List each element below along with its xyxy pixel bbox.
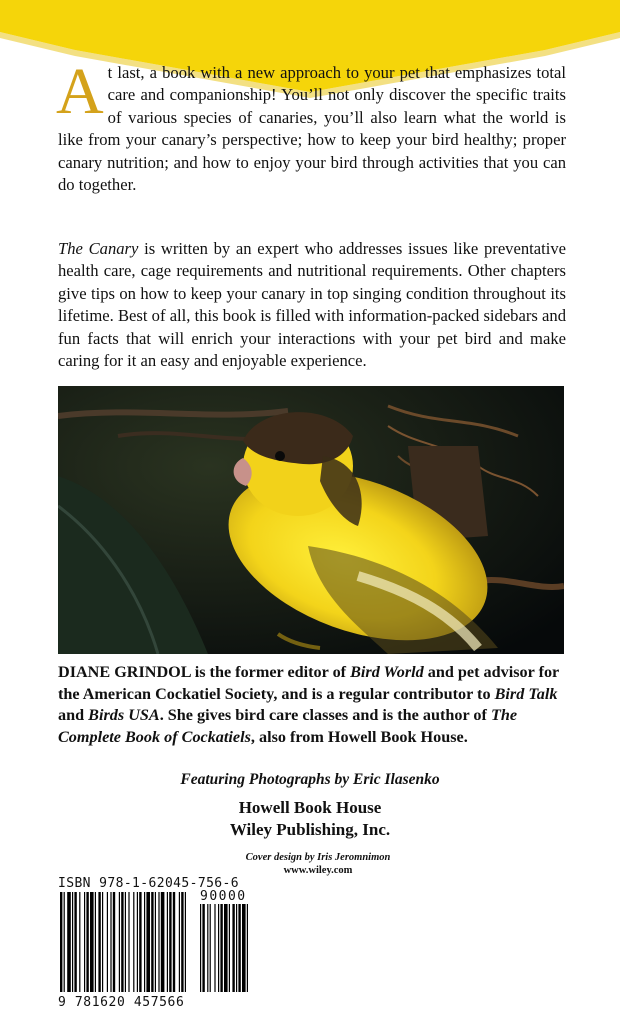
addon-bar bbox=[242, 904, 246, 992]
bio-text-1: DIANE GRINDOL is the former editor of bbox=[58, 663, 351, 681]
barcode-bar bbox=[67, 892, 71, 992]
barcode-bar bbox=[84, 892, 85, 992]
bio-text-3: and bbox=[58, 706, 89, 725]
barcode-bar bbox=[79, 892, 80, 992]
barcode-bar bbox=[72, 892, 73, 992]
addon-bar bbox=[247, 904, 248, 992]
addon-bar bbox=[220, 904, 222, 992]
addon-bar bbox=[214, 904, 215, 992]
addon-bar bbox=[232, 904, 234, 992]
photo-credit: Featuring Photographs by Eric Ilasenko bbox=[180, 771, 440, 788]
website: www.wiley.com bbox=[283, 865, 353, 876]
barcode-bar bbox=[128, 892, 129, 992]
barcode-bar bbox=[169, 892, 171, 992]
barcode-bar bbox=[167, 892, 168, 992]
barcode-bar bbox=[60, 892, 62, 992]
barcode-bar bbox=[64, 892, 65, 992]
barcode-bar bbox=[107, 892, 108, 992]
barcode-bar bbox=[86, 892, 88, 992]
barcode-number: 9 781620 457566 bbox=[58, 995, 185, 1010]
barcode-bar bbox=[155, 892, 156, 992]
bio-text-4: . She gives bird care classes and is the author of bbox=[159, 706, 491, 725]
book-title: The Canary bbox=[58, 239, 139, 258]
cover-design-block bbox=[222, 851, 414, 877]
cover-design-credit: Cover design by Iris Jeromnimon bbox=[245, 852, 391, 863]
barcode-bar bbox=[74, 892, 76, 992]
price-addon-number: 90000 bbox=[200, 889, 247, 904]
publisher-block bbox=[0, 797, 620, 841]
addon-bar bbox=[224, 904, 228, 992]
magazine-birds-usa: Birds USA bbox=[88, 706, 160, 725]
barcode-bar bbox=[110, 892, 111, 992]
addon-bar bbox=[238, 904, 240, 992]
barcode-bar bbox=[102, 892, 103, 992]
barcode-bar bbox=[173, 892, 175, 992]
bio-text-5: , also from Howell Book House. bbox=[250, 727, 468, 746]
barcode-bar bbox=[133, 892, 134, 992]
magazine-bird-talk: Bird Talk bbox=[494, 684, 558, 703]
barcode bbox=[60, 892, 250, 992]
addon-bar bbox=[202, 904, 204, 992]
barcode-bar bbox=[161, 892, 165, 992]
addon-bar bbox=[210, 904, 211, 992]
addon-bar bbox=[236, 904, 237, 992]
drop-cap: A bbox=[56, 55, 104, 128]
book-complete-cockatiels: The Complete Book of Cockatiels bbox=[58, 706, 518, 746]
publisher-parent: Wiley Publishing, Inc. bbox=[229, 820, 391, 839]
barcode-bar bbox=[98, 892, 100, 992]
bio-text-2: and pet advisor for the American Cockatiel Society, and is a regular contributor to bbox=[58, 663, 559, 703]
barcode-bar bbox=[185, 892, 186, 992]
magazine-bird-world: Bird World bbox=[350, 663, 424, 681]
addon-bar bbox=[207, 904, 208, 992]
barcode-bar bbox=[119, 892, 120, 992]
barcode-bar bbox=[179, 892, 180, 992]
author-bio bbox=[58, 662, 566, 748]
intro-paragraph bbox=[56, 55, 566, 196]
intro-text: t last, a book with a new approach to your pet that emphasizes total care and companionship! You’ll not only discover the specific traits of various species of canaries, you’ll also learn what the world is like from your canary’s perspective; how to keep your bird healthy; proper canary nutrition; and how to enjoy your bird through activities that you can do together. bbox=[58, 63, 566, 195]
barcode-bar bbox=[113, 892, 115, 992]
barcode-bar bbox=[125, 892, 126, 992]
barcode-bar bbox=[158, 892, 159, 992]
barcode-bar bbox=[137, 892, 138, 992]
barcode-bar bbox=[121, 892, 123, 992]
addon-bar bbox=[218, 904, 219, 992]
barcode-bar bbox=[139, 892, 141, 992]
description-text: is written by an expert who addresses issues like preventative health care, cage requirements and nutritional requirements. Other chapters give tips on how to keep your canary in top singing condition throughout its lifetime. Best of all, this book is filled with information-packed sidebars and fun facts that will enrich your interactions with your pet bird and make caring for it an easy and enjoyable experience. bbox=[58, 239, 566, 371]
barcode-bar bbox=[181, 892, 183, 992]
barcode-bar bbox=[90, 892, 94, 992]
addon-bar bbox=[229, 904, 230, 992]
barcode-bar bbox=[144, 892, 145, 992]
description-paragraph bbox=[58, 238, 566, 372]
barcode-bar bbox=[151, 892, 153, 992]
canary-photo bbox=[58, 386, 564, 654]
isbn-label: ISBN 978-1-62045-756-6 bbox=[58, 876, 239, 891]
addon-bar bbox=[200, 904, 201, 992]
publisher-name: Howell Book House bbox=[238, 798, 382, 817]
barcode-bar bbox=[95, 892, 96, 992]
barcode-bar bbox=[146, 892, 150, 992]
